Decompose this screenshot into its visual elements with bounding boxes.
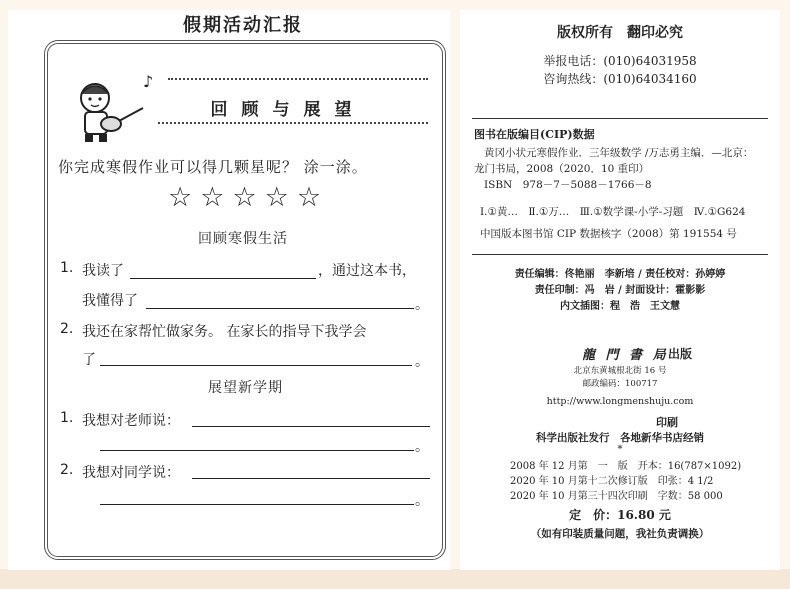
teacher-label: 我想对老师说：	[82, 413, 180, 429]
divider	[472, 118, 768, 119]
read-suffix: ，通过这本书，	[318, 263, 416, 279]
end-mark: 。	[415, 493, 429, 509]
price: 定 价：16.80 元	[569, 508, 671, 522]
address: 北京东黄城根北街 16 号	[573, 366, 667, 376]
publisher-logo: 龍 門 書 局	[582, 348, 669, 363]
cip-line: 黄冈小状元寒假作业．三年级数学 /万志勇主编．—北京：	[484, 147, 754, 159]
classmate-answer-line[interactable]	[192, 478, 430, 479]
music-note-icon: ♪	[143, 72, 154, 91]
cip-number: 中国版本图书馆 CIP 数据核字（2008）第 191554 号	[480, 228, 737, 240]
divider	[472, 254, 768, 255]
edition-info: 2020 年 10 月第三十四次印刷 字数：58 000	[510, 491, 723, 502]
book-answer-line[interactable]	[130, 278, 316, 279]
item-number: 1.	[60, 260, 74, 276]
cip-title: 图书在版编目(CIP)数据	[474, 128, 595, 141]
print-design: 责任印制：冯 岩 / 封面设计：霍影影	[534, 285, 706, 296]
chores-answer-line[interactable]	[100, 365, 412, 366]
background-strip	[0, 569, 790, 589]
item-number: 1.	[60, 410, 74, 426]
consult-phone: 咨询热线：(010)64034160	[543, 72, 697, 86]
asterisk: *	[617, 444, 623, 455]
review-title: 回顾与展望	[210, 100, 366, 120]
quality-notice: （如有印装质量问题，我社负责调换）	[530, 528, 710, 540]
item-number: 2.	[60, 321, 74, 337]
editors: 责任编辑：佟艳丽 李新培 / 责任校对：孙婷婷	[514, 269, 726, 280]
classmate-answer-line-2[interactable]	[100, 504, 414, 505]
report-phone: 举报电话：(010)64031958	[543, 54, 697, 68]
publisher-suffix: 出版	[668, 347, 693, 361]
classification: Ⅰ.①黄… Ⅱ.①万… Ⅲ.①数学课-小学-习题 Ⅳ.①G624	[480, 206, 746, 218]
edition-info: 2020 年 10 月第十二次修订版 印张：4 1/2	[510, 476, 714, 487]
musician-mascot-icon	[73, 76, 153, 146]
activity-title: 假期活动汇报	[148, 12, 338, 40]
teacher-answer-line[interactable]	[192, 426, 430, 427]
teacher-answer-line-2[interactable]	[100, 450, 414, 451]
end-mark: 。	[415, 297, 429, 313]
learned-answer-line[interactable]	[146, 308, 414, 309]
star-question: 你完成寒假作业可以得几颗星呢？ 涂一涂。	[58, 158, 368, 176]
dotted-line	[168, 78, 428, 80]
edition-info: 2008 年 12 月第 一 版 开本：16(787×1092)	[510, 461, 742, 472]
chores-text: 我还在家帮忙做家务。 在家长的指导下我学会	[82, 324, 367, 340]
printer: 印刷	[656, 416, 678, 429]
review-section-title: 回顾寒假生活	[198, 231, 288, 247]
end-mark: 。	[415, 439, 429, 455]
dotted-line	[158, 122, 428, 124]
activity-page	[8, 10, 450, 570]
isbn: ISBN 978－7－5088－1766－8	[484, 179, 652, 191]
learned-label: 我懂得了	[82, 293, 138, 309]
illustration: 内文插图：程 浩 王文慧	[560, 301, 680, 312]
copyright-page	[460, 10, 780, 570]
rights-reserved: 版权所有 翻印必究	[557, 25, 683, 41]
read-label: 我读了	[82, 263, 124, 279]
rating-stars[interactable]: ☆☆☆☆☆	[168, 182, 330, 213]
classmate-label: 我想对同学说：	[82, 465, 180, 481]
distribution: 科学出版社发行 各地新华书店经销	[536, 432, 704, 444]
item-number: 2.	[60, 462, 74, 478]
postcode: 邮政编码：100717	[582, 379, 658, 389]
website-link[interactable]: http://www.longmenshuju.com	[546, 396, 694, 407]
end-mark: 。	[415, 354, 429, 370]
prospect-section-title: 展望新学期	[208, 380, 283, 396]
chores-suffix: 了	[82, 352, 96, 368]
cip-line: 龙门书局，2008（2020．10 重印）	[474, 163, 650, 175]
